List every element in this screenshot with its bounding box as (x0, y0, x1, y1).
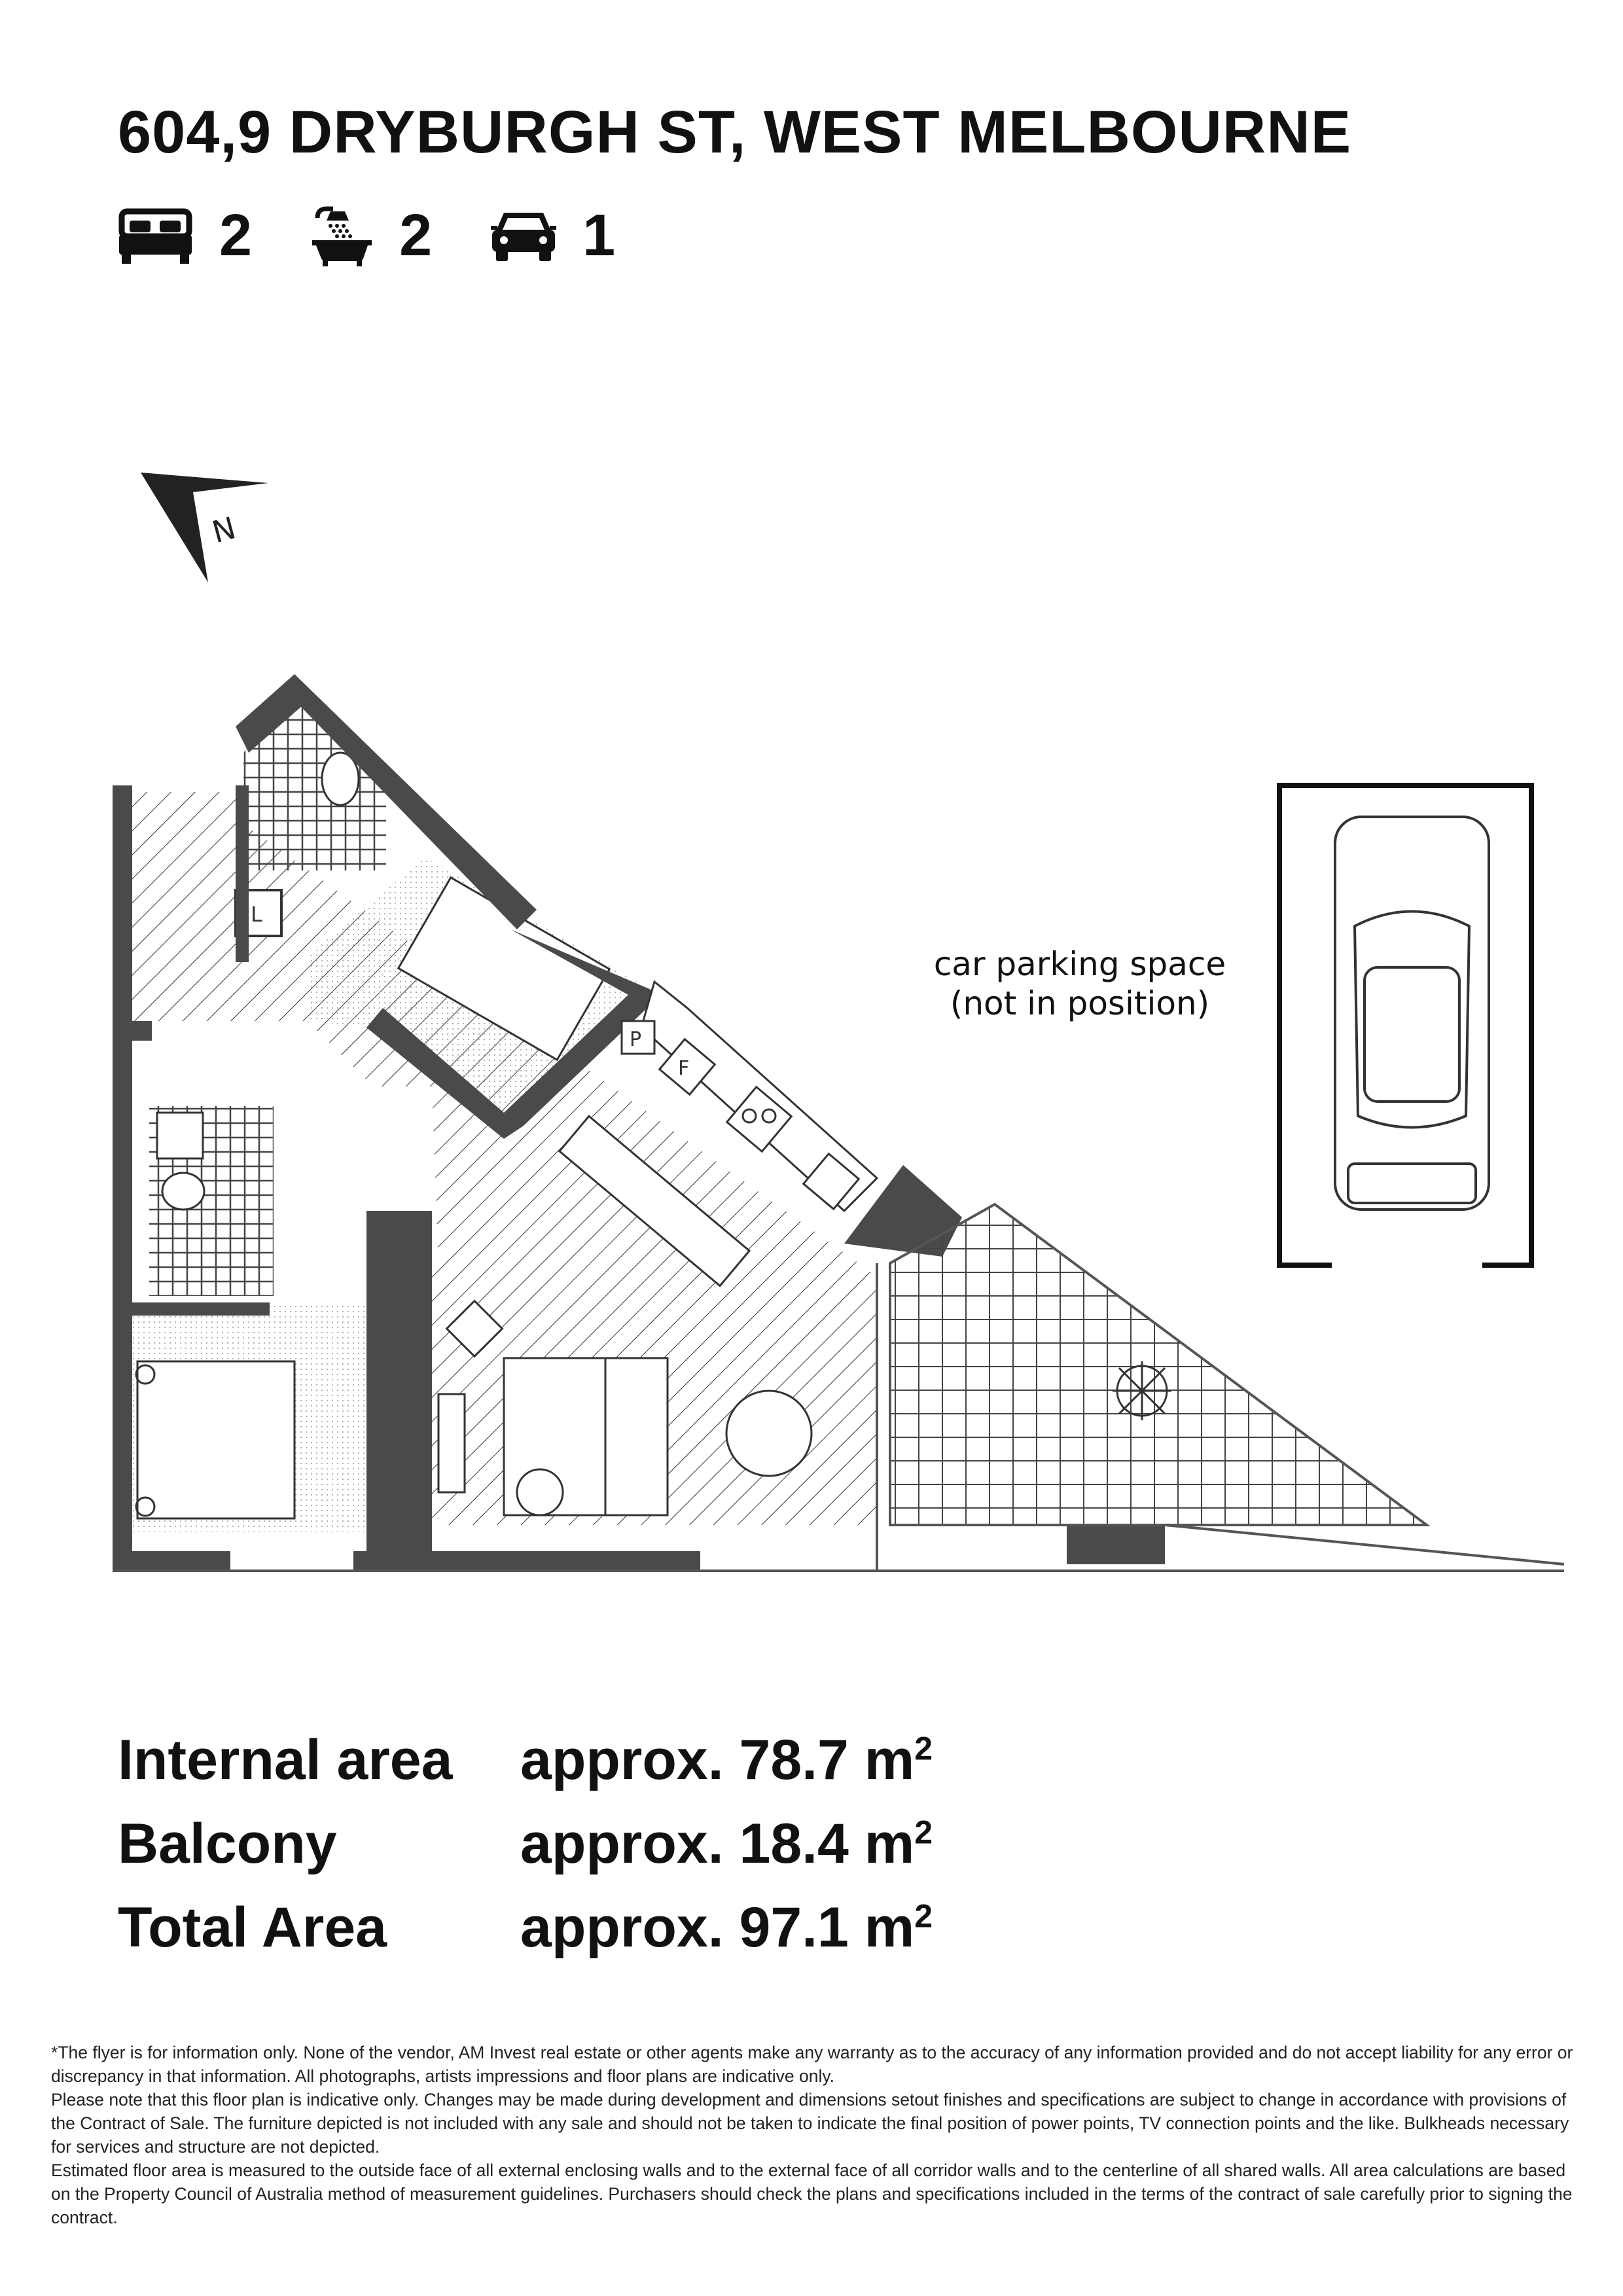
floor-plan (0, 393, 1623, 1623)
property-address: 604,9 DRYBURGH ST, WEST MELBOURNE (118, 99, 1352, 166)
bedrooms-feature (118, 203, 253, 268)
bathroom-count: 2 (399, 203, 433, 268)
disclaimer-paragraph: Please note that this floor plan is indicative only. Changes may be made during development and dimensions setout finishes and specifications are subject to change in accordance with provisions of the Contract of Sale. The furniture depicted is not included with any sale and should not be taken to indicate the final position of power points, TV connection points and the like. Bulkheads necessary for services and structure are not depicted. (51, 2090, 1569, 2157)
parking-count: 1 (582, 203, 616, 268)
car-parking-space (934, 785, 1531, 1265)
pantry-label: P (630, 1028, 642, 1051)
parking-feature (491, 203, 616, 268)
area-label: Total Area (118, 1896, 387, 1959)
bedroom-count: 2 (219, 203, 253, 268)
parking-label-line2: (not in position) (950, 984, 1210, 1022)
car-icon (491, 209, 556, 262)
laundry-label: L (251, 902, 262, 927)
area-label: Balcony (118, 1812, 337, 1875)
bathrooms-feature (311, 205, 432, 267)
disclaimer-paragraph: Estimated floor area is measured to the outside face of all external enclosing walls and to the external face of all corridor walls and to the centerline of all shared walls. All area calculations are based on the Property Council of Australia method of measurement guidelines. Purchasers should check the plans and specifications included in the terms of the contract of sale carefully prior to signing the contract. (51, 2161, 1573, 2227)
compass (141, 473, 268, 583)
area-value: approx. 18.4 $m^2$ (520, 1812, 933, 1875)
fridge-label: F (678, 1057, 690, 1080)
bedroom-lower (131, 1302, 380, 1532)
balcony (890, 1204, 1427, 1525)
disclaimer-paragraph: *The flyer is for information only. None of the vendor, AM Invest real estate or other agents make any warranty as to the accuracy of any information provided and do not accept liability for any error or discrepancy in that information. All photographs, artists impressions and floor plans are indicative only. (51, 2043, 1573, 2086)
property-features (118, 200, 674, 272)
area-value: approx. 78.7 $m^2$ (520, 1729, 933, 1791)
area-value: approx. 97.1 $m^2$ (520, 1896, 933, 1959)
disclaimer (51, 2041, 1576, 2229)
parking-label-line1: car parking space (933, 945, 1226, 983)
bed-icon (118, 206, 193, 265)
parked-car-icon (1335, 817, 1489, 1210)
main-bathroom (149, 1106, 274, 1296)
bath-icon (311, 205, 373, 267)
compass-north-label: N (208, 510, 240, 550)
area-label: Internal area (118, 1729, 453, 1791)
